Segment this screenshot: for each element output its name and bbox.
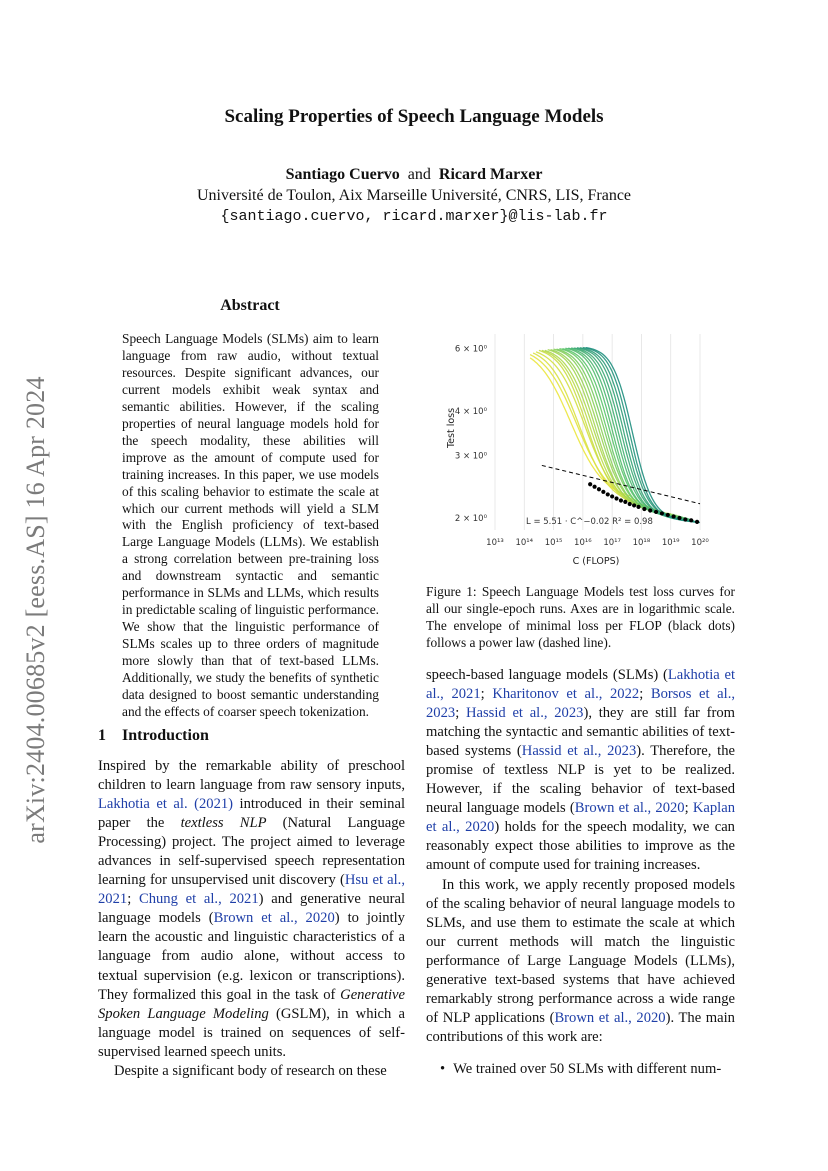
right-column-body xyxy=(426,666,735,1079)
figure-1-chart xyxy=(440,322,732,572)
paragraph: speech-based language models (SLMs) (Lakhotia et al., 2021; Kharitonov et al., 2022; Borsos et al., 2023; Hassid et al., 2023), they are still far from matching the syntactic and semantic abilities of text-based systems (Hassid et al., 2023). Therefore, the promise of textless NLP is yet to be realized. However, if the scaling behavior of text-based neural language models (Brown et al., 2020; Kaplan et al., 2020) holds for the speech modality, we can reasonably expect those abilities to improve as the amount of compute used for training increases. xyxy=(426,667,736,874)
envelope-point xyxy=(677,516,681,520)
x-tick-label: 10¹⁷ xyxy=(603,538,621,548)
y-tick-label: 3 × 10⁰ xyxy=(454,451,487,462)
citation-link[interactable]: Brown et al., 2020 xyxy=(574,800,685,817)
envelope-point xyxy=(601,490,605,494)
envelope-point xyxy=(689,518,693,522)
abstract-body: Speech Language Models (SLMs) aim to learn language from raw audio, without textual resources. Despite significant advances, our current models exhibit weak syntax and semantic abilities. However, if the scaling properties of neural language models hold for the speech modality, these abilities will improve as the amount of compute used for training increases. In this paper, we use models of this scaling behavior to estimate the scale at which our current methods will yield a SLM with the English proficiency of text-based Large Language Models (LLMs). We establish a strong correlation between pre-training loss and downstream syntactic and semantic performance in SLMs and LLMs, which results in predictable scaling of linguistic performance. We show that the linguistic performance of SLMs scales up to three orders of magnitude more slowly than that of text-based LLMs. Additionally, we study the benefits of synthetic data designed to boost semantic understanding and the effects of coarser speech tokenization. xyxy=(122,331,379,719)
x-tick-label: 10¹⁸ xyxy=(632,538,651,548)
x-tick-label: 10¹⁹ xyxy=(661,538,680,548)
citation-link[interactable]: Borsos et al., 2023 xyxy=(426,686,735,722)
envelope-point xyxy=(610,494,614,498)
x-axis-label: C (FLOPS) xyxy=(572,556,620,567)
envelope-point xyxy=(672,514,676,518)
x-tick-label: 10¹³ xyxy=(486,538,504,548)
emphasis: Generative Spoken Language Modeling xyxy=(98,986,405,1022)
x-tick-label: 10²⁰ xyxy=(691,538,709,548)
paragraph: Inspired by the remarkable ability of preschool children to learn language from raw sensory inputs, Lakhotia et al. (2021) introduced in their seminal paper the textless NLP (Natural Language Processing) project. The project aimed to leverage advances in self-supervised speech representation learning for unsupervised unit discovery (Hsu et al., 2021; Chung et al., 2021) and generative neural language models (Brown et al., 2020) to jointly learn the acoustic and linguistic characteristics of a language from audio alone, without access to textual supervision (e.g. lexicon or transcriptions). They formalized this goal in the task of Generative Spoken Language Modeling (GSLM), in which a language model is trained on sequences of self-supervised learned speech units. xyxy=(98,758,406,1060)
y-axis-label: Test loss xyxy=(446,407,457,449)
introduction-body xyxy=(98,757,405,1081)
paper-title: Scaling Properties of Speech Language Models xyxy=(224,106,604,127)
author-name: Ricard Marxer xyxy=(438,166,543,183)
abstract-heading: Abstract xyxy=(220,297,280,314)
envelope-point xyxy=(654,510,658,514)
citation-link[interactable]: Kharitonov et al., 2022 xyxy=(492,686,640,703)
x-tick-label: 10¹⁴ xyxy=(515,538,534,548)
citation-link[interactable]: Hassid et al., 2023 xyxy=(521,743,637,760)
section-number: 1 xyxy=(98,727,106,744)
author-conjunction: and xyxy=(407,166,431,183)
envelope-point xyxy=(588,482,592,486)
fit-annotation: L = 5.51 · C^−0.02 R² = 0.98 xyxy=(526,517,653,527)
envelope-point xyxy=(660,511,664,515)
bullet-icon: • xyxy=(440,1060,446,1077)
emphasis: textless NLP xyxy=(180,815,267,832)
envelope-point xyxy=(606,492,610,496)
list-item: • We trained over 50 SLMs with different num- xyxy=(440,1060,722,1077)
paragraph: Despite a significant body of research on these xyxy=(114,1062,387,1079)
author-emails: {santiago.cuervo, ricard.marxer}@lis-lab.fr xyxy=(220,208,608,225)
affiliation: Université de Toulon, Aix Marseille Université, CNRS, LIS, France xyxy=(196,187,632,204)
y-tick-label: 2 × 10⁰ xyxy=(454,513,487,524)
envelope-point xyxy=(597,487,601,491)
citation-link[interactable]: Brown et al., 2020 xyxy=(554,1009,666,1026)
citation-link[interactable]: Hassid et al., 2023 xyxy=(465,705,584,722)
paragraph: In this work, we apply recently proposed models of the scaling behavior of neural language models to SLMs, and use them to estimate the scale at which our current methods will match the linguistic performance of Large Language Models (LLMs), generative text-based systems that have achieved remarkably strong performance across a wide range of NLP applications (Brown et al., 2020). The main contributions of this work are: xyxy=(426,876,735,1045)
scaling-chart-svg xyxy=(440,322,732,572)
citation-link[interactable]: Lakhotia et al., 2021 xyxy=(426,667,735,703)
envelope-point xyxy=(623,500,627,504)
envelope-point xyxy=(683,517,687,521)
envelope-point xyxy=(628,502,632,506)
envelope-point xyxy=(592,485,596,489)
y-tick-label: 4 × 10⁰ xyxy=(454,407,487,418)
citation-link[interactable]: Lakhotia et al. (2021) xyxy=(98,796,234,813)
author-name: Santiago Cuervo xyxy=(285,166,400,183)
envelope-point xyxy=(695,520,699,524)
envelope-point xyxy=(619,498,623,502)
citation-link[interactable]: Chung et al., 2021 xyxy=(138,891,259,908)
x-tick-label: 10¹⁵ xyxy=(544,538,563,548)
envelope-point xyxy=(648,508,652,512)
citation-link[interactable]: Kaplan et al., 2020 xyxy=(426,800,735,836)
x-tick-label: 10¹⁶ xyxy=(574,538,592,548)
envelope-point xyxy=(614,496,618,500)
arxiv-identifier-text: arXiv:2404.00685v2 [eess.AS] 16 Apr 2024 xyxy=(21,376,50,844)
envelope-point xyxy=(632,503,636,507)
y-tick-label: 6 × 10⁰ xyxy=(454,344,487,355)
figure-caption: Figure 1: Speech Language Models test loss curves for all our single-epoch runs. Axes are in logarithmic scale. The envelope of minimal loss per FLOP (black dots) follows a power law (dashed line). xyxy=(426,584,735,650)
author-list xyxy=(0,166,828,184)
envelope-point xyxy=(642,507,646,511)
envelope-point xyxy=(666,513,670,517)
citation-link[interactable]: Brown et al., 2020 xyxy=(213,910,335,927)
arxiv-identifier xyxy=(4,350,68,870)
envelope-point xyxy=(636,505,640,509)
section-heading xyxy=(98,727,209,745)
citation-link[interactable]: Hsu et al., 2021 xyxy=(98,872,405,908)
section-title: Introduction xyxy=(122,727,209,744)
